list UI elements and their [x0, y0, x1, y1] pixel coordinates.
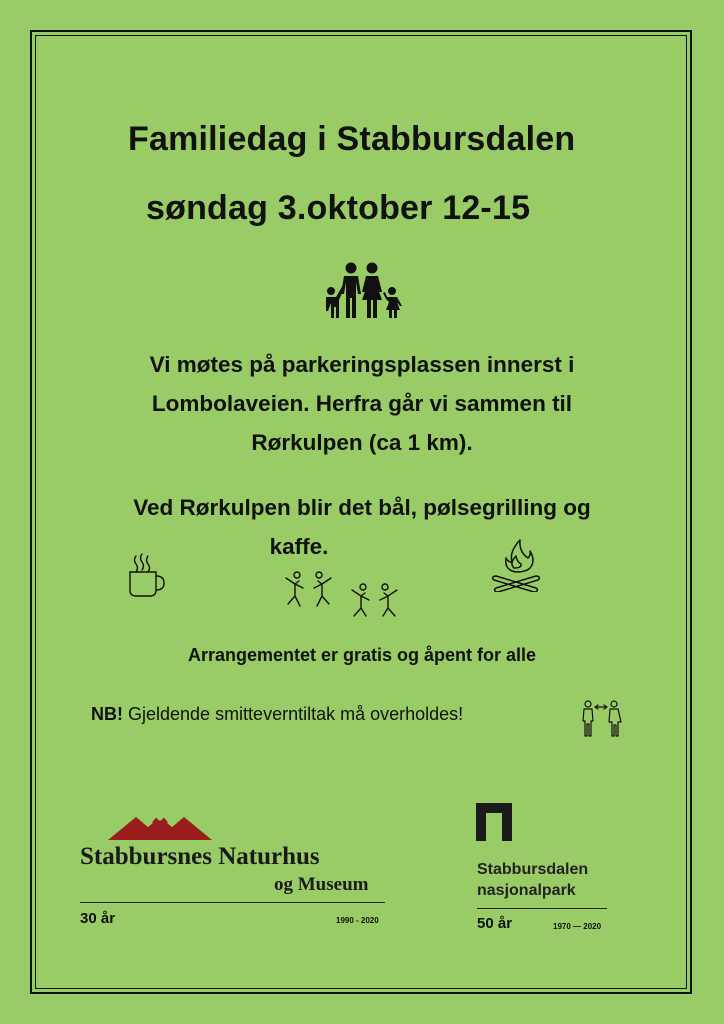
activities-line-1: Ved Rørkulpen blir det bål, pølsegrilling og	[133, 495, 591, 520]
meeting-line-3: Rørkulpen (ca 1 km).	[251, 430, 473, 455]
naturhus-name: Stabbursnes Naturhus	[80, 843, 320, 870]
nasjonalpark-line-1: Stabbursdalen	[477, 861, 589, 878]
meeting-line-2: Lombolaveien. Herfra går vi sammen til	[151, 391, 573, 416]
notice	[91, 704, 463, 725]
title-line-1: Familiedag i Stabbursdalen	[128, 120, 576, 158]
naturhus-logo-mark	[108, 811, 212, 841]
family-icon	[320, 260, 404, 320]
nasjonalpark-years: 1970 — 2020	[553, 922, 602, 931]
coffee-cup-icon	[124, 552, 168, 600]
activities-line-2: kaffe.	[269, 534, 329, 559]
social-distance-icon	[580, 700, 624, 738]
dancing-people-icon	[283, 570, 407, 618]
notice-prefix: NB!	[91, 704, 123, 724]
nasjonalpark-divider	[477, 908, 607, 909]
naturhus-anniversary: 30 år	[80, 910, 116, 927]
title-line-2: søndag 3.oktober 12-15	[146, 189, 531, 227]
naturhus-sub: og Museum	[274, 874, 369, 895]
naturhus-divider	[80, 902, 385, 903]
naturhus-years: 1990 - 2020	[336, 916, 379, 925]
nasjonalpark-anniversary: 50 år	[477, 915, 513, 932]
campfire-icon	[492, 536, 540, 592]
nasjonalpark-line-2: nasjonalpark	[477, 882, 576, 899]
free-event-text: Arrangementet er gratis og åpent for alle	[187, 645, 537, 665]
notice-text: Gjeldende smitteverntiltak må overholdes!	[123, 704, 464, 724]
meeting-line-1: Vi møtes på parkeringsplassen innerst i	[149, 352, 575, 377]
nasjonalpark-logo-mark	[476, 803, 514, 843]
